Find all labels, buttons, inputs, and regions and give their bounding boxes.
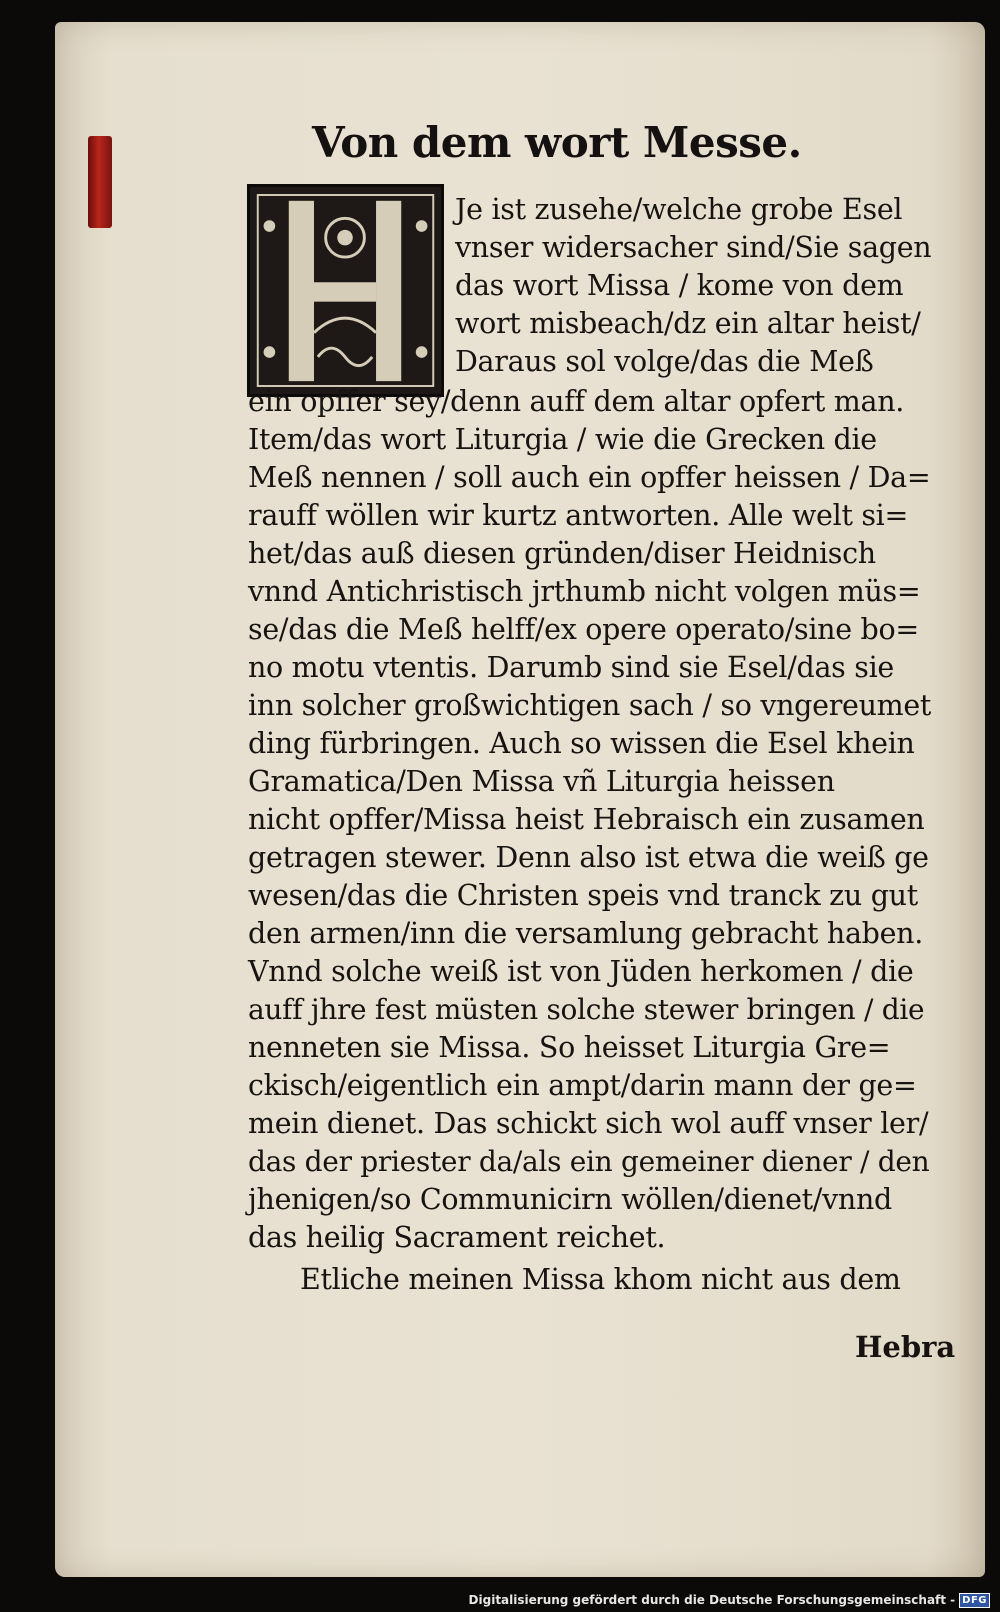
decorated-initial-image	[247, 184, 444, 397]
text-line: Item/das wort Liturgia / wie die Grecken die	[248, 423, 877, 456]
text-line: no motu vtentis. Darumb sind sie Esel/das sie	[248, 651, 894, 684]
text-line: nicht opffer/Missa heist Hebraisch ein zusamen	[248, 803, 925, 836]
text-line: Etliche meinen Missa khom nicht aus dem	[300, 1263, 901, 1296]
text-line: das wort Missa / kome von dem	[455, 269, 904, 302]
text-line: auff jhre fest müsten solche stewer bringen / die	[248, 993, 925, 1026]
credit-text: Digitalisierung gefördert durch die Deutsche Forschungsgemeinschaft -	[468, 1593, 956, 1607]
text-line: ein opffer sey/denn auff dem altar opfert man.	[248, 385, 905, 418]
text-line: Je ist zusehe/welche grobe Esel	[455, 193, 903, 226]
text-line: het/das auß diesen gründen/diser Heidnisch	[248, 537, 876, 570]
text-line: rauff wöllen wir kurtz antworten. Alle welt si=	[248, 499, 909, 532]
text-line: vnser widersacher sind/Sie sagen	[455, 231, 932, 264]
catchword: Hebra	[855, 1330, 956, 1364]
page-heading: Von dem wort Messe.	[312, 118, 802, 167]
text-line: den armen/inn die versamlung gebracht haben.	[248, 917, 923, 950]
bookmark-ribbon	[88, 136, 112, 228]
text-line: vnnd Antichristisch jrthumb nicht volgen müs=	[248, 575, 921, 608]
text-line: Vnnd solche weiß ist von Jüden herkomen / die	[248, 955, 914, 988]
dfg-logo-icon: DFG	[959, 1593, 990, 1608]
text-line: nenneten sie Missa. So heisset Liturgia Gre=	[248, 1031, 891, 1064]
text-line: ding fürbringen. Auch so wissen die Esel khein	[248, 727, 915, 760]
text-line: ckisch/eigentlich ein ampt/darin mann der ge=	[248, 1069, 917, 1102]
text-line: se/das die Meß helff/ex opere operato/sine bo=	[248, 613, 919, 646]
text-line: Gramatica/Den Missa vñ Liturgia heissen	[248, 765, 835, 798]
text-line: das der priester da/als ein gemeiner diener / den	[248, 1145, 930, 1178]
digitization-credit	[469, 1590, 990, 1610]
ornament-initial-icon	[250, 187, 441, 394]
text-line: wesen/das die Christen speis vnd tranck zu gut	[248, 879, 918, 912]
text-line: das heilig Sacrament reichet.	[248, 1221, 666, 1254]
text-line: Meß nennen / soll auch ein opffer heissen / Da=	[248, 461, 931, 494]
text-line: Daraus sol volge/das die Meß	[455, 345, 874, 378]
text-line: inn solcher großwichtigen sach / so vngereumet	[248, 689, 932, 722]
text-line: wort misbeach/dz ein altar heist/	[455, 307, 921, 340]
text-line: mein dienet. Das schickt sich wol auff vnser ler/	[248, 1107, 929, 1140]
text-line: getragen stewer. Denn also ist etwa die weiß ge	[248, 841, 929, 874]
text-line: jhenigen/so Communicirn wöllen/dienet/vnnd	[248, 1183, 892, 1216]
